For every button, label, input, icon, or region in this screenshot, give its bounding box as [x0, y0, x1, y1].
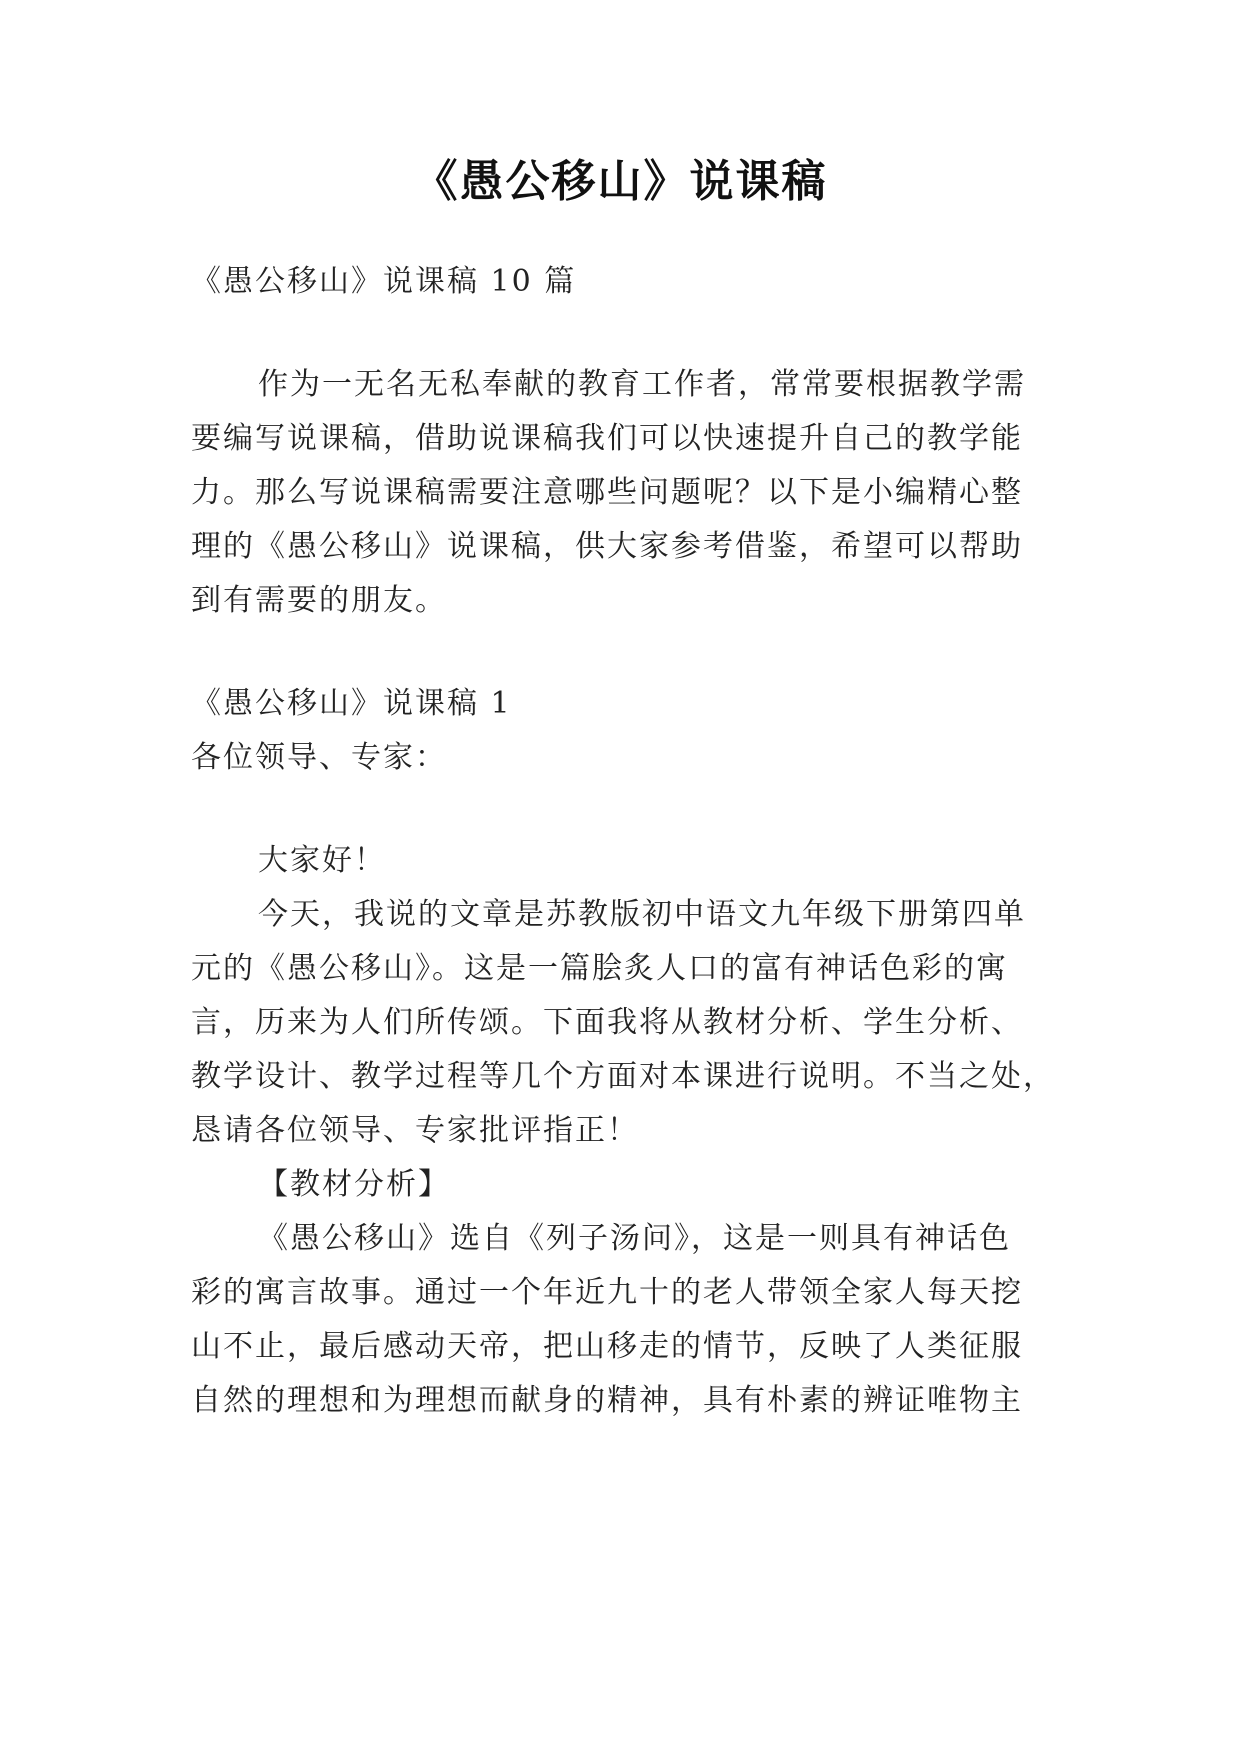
analysis-line: 彩的寓言故事。通过一个年近九十的老人带领全家人每天挖 — [191, 1275, 1023, 1310]
body-line: 言，历来为人们所传颂。下面我将从教材分析、学生分析、 — [191, 1005, 1023, 1040]
greeting: 大家好！ — [258, 843, 386, 878]
intro-line: 要编写说课稿，借助说课稿我们可以快速提升自己的教学能 — [191, 421, 1023, 456]
intro-line: 到有需要的朋友。 — [191, 583, 447, 618]
analysis-line: 《愚公移山》选自《列子汤问》，这是一则具有神话色 — [258, 1221, 1011, 1256]
intro-line: 力。那么写说课稿需要注意哪些问题呢？以下是小编精心整 — [191, 475, 1023, 510]
analysis-heading: 【教材分析】 — [258, 1167, 450, 1202]
analysis-line: 山不止，最后感动天帝，把山移走的情节，反映了人类征服 — [191, 1329, 1023, 1364]
analysis-line: 自然的理想和为理想而献身的精神，具有朴素的辨证唯物主 — [191, 1383, 1023, 1418]
section-heading: 《愚公移山》说课稿 1 — [191, 686, 512, 721]
body-line: 今天，我说的文章是苏教版初中语文九年级下册第四单 — [258, 897, 1026, 932]
document-title: 《愚公移山》说课稿 — [413, 156, 828, 207]
salutation: 各位领导、专家： — [191, 740, 447, 775]
body-line: 元的《愚公移山》。这是一篇脍炙人口的富有神话色彩的寓 — [191, 951, 1008, 986]
intro-line: 理的《愚公移山》说课稿，供大家参考借鉴，希望可以帮助 — [191, 529, 1023, 564]
document-subtitle: 《愚公移山》说课稿 10 篇 — [191, 264, 577, 299]
body-line: 恳请各位领导、专家批评指正！ — [191, 1113, 639, 1148]
body-line: 教学设计、教学过程等几个方面对本课进行说明。不当之处， — [191, 1059, 1055, 1094]
intro-line: 作为一无名无私奉献的教育工作者，常常要根据教学需 — [258, 367, 1026, 402]
